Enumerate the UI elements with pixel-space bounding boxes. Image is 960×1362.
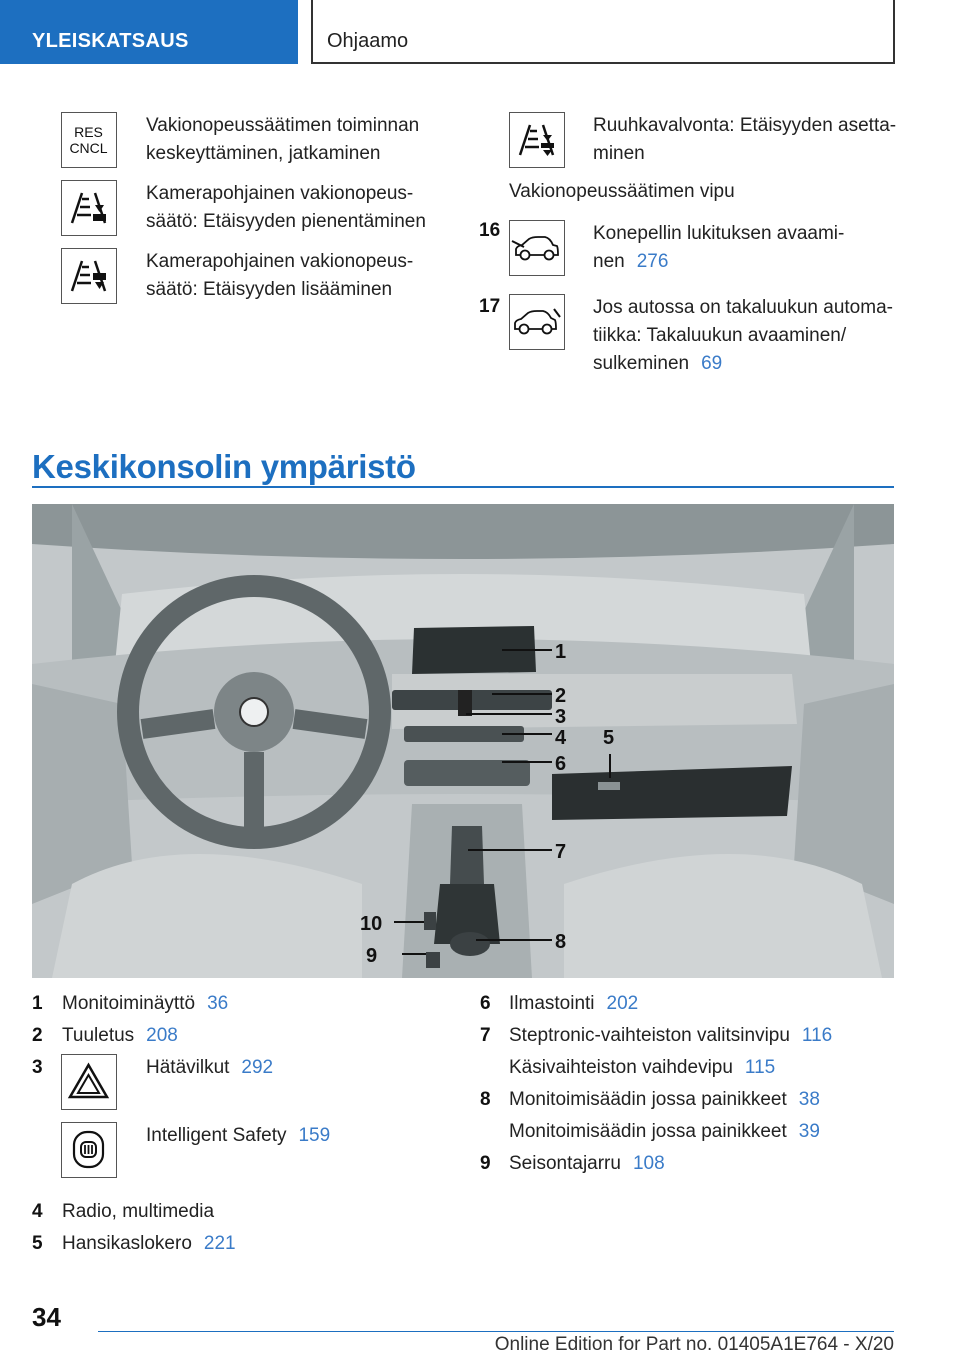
legend-item: Monitoiminäyttö 36	[62, 993, 229, 1014]
legend-number: 7	[480, 1025, 491, 1046]
callout-label-7: 7	[555, 841, 567, 863]
lever-label: Vakionopeussäätimen vipu	[509, 181, 735, 202]
legend-item: Monitoimisäädin jossa painikkeet 39	[509, 1121, 820, 1142]
svg-text:CNCL: CNCL	[69, 140, 108, 156]
traffic-distance-icon	[509, 112, 565, 168]
legend-number: 9	[480, 1153, 491, 1174]
callout-label-3: 3	[555, 706, 567, 728]
callout-label-10: 10	[360, 913, 383, 935]
item-number: 17	[479, 296, 501, 317]
footer-rule	[98, 1331, 894, 1332]
legend-item: Hätävilkut 292	[146, 1057, 274, 1078]
tailgate-text: Jos autossa on takaluukun automa- tiikka: Takaluukun avaaminen/ sulkeminen 69	[593, 297, 893, 374]
legend-number: 5	[32, 1233, 43, 1254]
dashboard-drawing	[32, 504, 894, 978]
page-reference-link[interactable]: 221	[203, 1233, 236, 1254]
page-reference-link[interactable]: 208	[146, 1025, 178, 1046]
heading-rule	[32, 486, 894, 488]
legend-item: Monitoimisäädin jossa painikkeet 38	[509, 1089, 820, 1110]
callout-label-4: 4	[555, 727, 567, 749]
intelligent-safety-icon	[61, 1122, 117, 1178]
section-heading: Keskikonsolin ympäristö	[32, 448, 416, 485]
item-number: 16	[479, 220, 501, 241]
center-console-illustration	[32, 504, 894, 978]
svg-text:RES: RES	[74, 124, 103, 140]
res-cncl-text: Vakionopeussäätimen toiminnan keskeyttäminen, jatkaminen	[146, 115, 420, 164]
legend-number: 4	[32, 1201, 43, 1222]
hood-release-text: Konepellin lukituksen avaami- nen 276	[593, 223, 845, 272]
edition-footer: Online Edition for Part no. 01405A1E764 - X/20	[494, 1334, 894, 1355]
legend-number: 8	[480, 1089, 491, 1110]
legend-number: 2	[32, 1025, 43, 1046]
traffic-distance-text: Ruuhkavalvonta: Etäisyyden asetta- minen	[593, 115, 897, 164]
page-reference-link[interactable]: 69	[701, 353, 723, 374]
legend-number: 6	[480, 993, 491, 1014]
chapter-tab-label: Ohjaamo	[327, 30, 409, 52]
callout-label-6: 6	[555, 753, 567, 775]
page-reference-link[interactable]: 116	[801, 1025, 833, 1046]
legend-item: Seisontajarru 108	[509, 1153, 665, 1174]
page-reference-link[interactable]: 159	[298, 1125, 331, 1146]
distance-increase-text: Kamerapohjainen vakionopeus- säätö: Etäisyyden lisääminen	[146, 251, 414, 300]
callout-label-9: 9	[366, 945, 378, 967]
legend-item: Tuuletus 208	[62, 1025, 178, 1046]
callout-label-2: 2	[555, 685, 567, 707]
page-reference-link[interactable]: 36	[207, 993, 229, 1014]
page-reference-link[interactable]: 202	[606, 993, 639, 1014]
distance-decrease-icon	[61, 180, 117, 236]
legend-item: Käsivaihteiston vaihdevipu 115	[509, 1057, 776, 1078]
hazard-warning-icon	[61, 1054, 117, 1110]
legend-item: Steptronic-vaihteiston valitsinvipu 116	[509, 1025, 833, 1046]
page-reference-link[interactable]: 292	[241, 1057, 274, 1078]
legend-item: Intelligent Safety 159	[146, 1125, 331, 1146]
section-tab[interactable]	[0, 0, 298, 64]
chapter-tab[interactable]	[311, 0, 895, 64]
distance-increase-icon	[61, 248, 117, 304]
callout-label-5: 5	[603, 727, 615, 749]
res-cncl-button-icon	[61, 112, 117, 168]
page-reference-link[interactable]: 38	[798, 1089, 820, 1110]
legend-number: 3	[32, 1057, 43, 1078]
page-reference-link[interactable]: 276	[636, 251, 669, 272]
page-reference-link[interactable]: 108	[632, 1153, 665, 1174]
page-number: 34	[32, 1302, 61, 1332]
callout-label-1: 1	[555, 641, 567, 663]
distance-decrease-text: Kamerapohjainen vakionopeus- säätö: Etäisyyden pienentäminen	[146, 183, 426, 232]
page-reference-link[interactable]: 115	[744, 1057, 776, 1078]
car-hood-icon	[509, 220, 565, 276]
legend-item: Hansikaslokero 221	[62, 1233, 236, 1254]
section-tab-label: YLEISKATSAUS	[32, 30, 189, 52]
legend-item: Radio, multimedia	[62, 1201, 215, 1222]
callout-label-8: 8	[555, 931, 567, 953]
legend-item: Ilmastointi 202	[509, 993, 639, 1014]
legend-number: 1	[32, 993, 43, 1014]
page-reference-link[interactable]: 39	[798, 1121, 820, 1142]
car-tailgate-icon	[509, 294, 565, 350]
